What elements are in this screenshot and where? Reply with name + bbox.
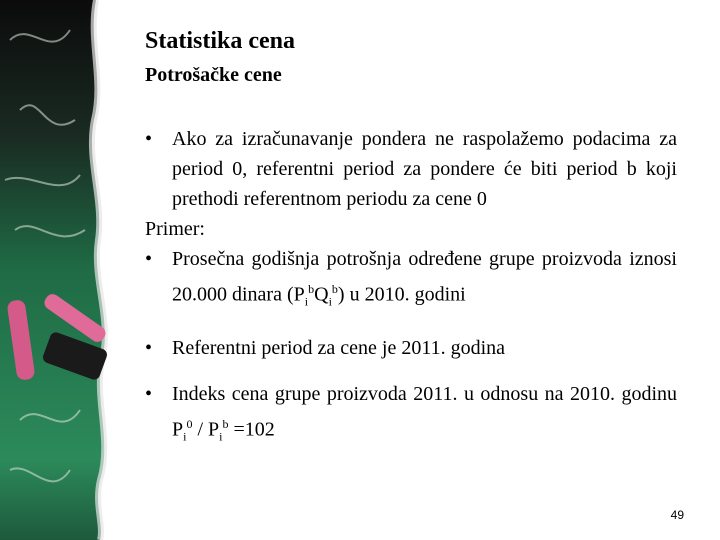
slide-body: [145, 124, 677, 451]
superscript: 0: [186, 416, 193, 431]
page-number: 49: [670, 508, 684, 522]
bullet-text-prefix: Indeks cena grupe proizvoda 2011. u odnosu na 2010. godinu P: [172, 382, 677, 441]
bullet-text: Referentni period za cene je 2011. godina: [172, 336, 506, 359]
superscript: b: [331, 282, 338, 296]
bullet-text: Ako za izračunavanje pondera ne raspolažemo podacima za period 0, referentni period za pondere će biti period b koji prethodi referentnom periodu za cene 0: [172, 128, 677, 210]
superscript: b: [308, 282, 315, 296]
subscript: i: [304, 294, 309, 309]
bullet-item: [145, 244, 677, 317]
bullet-text-suffix: ) u 2010. godini: [337, 283, 466, 306]
bullet-item: [145, 379, 677, 452]
chalkboard-decoration: [0, 0, 130, 540]
bullet-item: [145, 124, 677, 214]
subscript: i: [328, 294, 332, 309]
slide-title: Statistika cena: [145, 28, 295, 54]
bullet-text-mid: Q: [314, 283, 329, 306]
subscript: i: [219, 429, 223, 444]
bullet-text-mid: / P: [192, 418, 220, 441]
subscript: i: [183, 429, 187, 444]
slide-subtitle: Potrošačke cene: [145, 64, 282, 86]
superscript: b: [222, 416, 229, 431]
bullet-item: [145, 333, 677, 363]
bullet-text-suffix: =102: [228, 418, 275, 441]
bullet-text-prefix: Prosečna godišnja potrošnja određene grupe proizvoda iznosi 20.000 dinara (P: [172, 248, 677, 306]
primer-label: Primer:: [145, 218, 205, 240]
